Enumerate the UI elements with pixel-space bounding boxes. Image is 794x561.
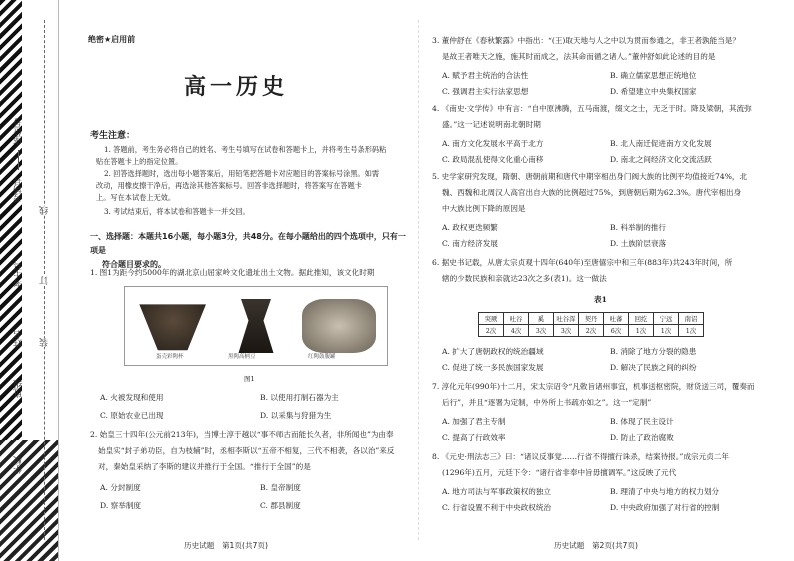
school-label: 学校 <box>14 456 24 474</box>
option-d[interactable]: D. 防止了政治腐败 <box>610 433 674 442</box>
option-d[interactable]: C. 郡县制度 <box>260 501 301 510</box>
option-a[interactable]: A. 火被发现和使用 <box>100 393 164 402</box>
option-d[interactable]: D. 中央政府加强了对行省的控制 <box>610 503 720 512</box>
binding-char-xian: 线 <box>40 206 50 215</box>
option-b[interactable]: B. 皇帝制度 <box>260 483 301 492</box>
question-7-line: 后行”，并且“逐署为定制，中外所上书疏亦如之”。这一“定制” <box>442 398 652 407</box>
option-b[interactable]: B. 科举制的推行 <box>610 223 666 232</box>
option-a[interactable]: A. 扩大了唐朝政权的统治疆域 <box>442 347 544 356</box>
table-cell: 突厥 <box>479 313 504 325</box>
binding-char-zhuang: 装 <box>40 338 50 347</box>
notice-line: 1. 答题前，考生务必将自己的姓名、考生号填写在试卷和答题卡上，并将考生号条形码粘 <box>104 145 387 154</box>
exam-room-label: 考场号 <box>14 176 24 203</box>
option-c[interactable]: C. 强调君主实行法家思想 <box>442 87 529 96</box>
page-divider <box>418 20 419 540</box>
table-cell: 2次 <box>579 325 604 337</box>
page-footer: 历史试题 第1页(共7页) <box>184 541 268 550</box>
table-cell: 1次 <box>679 325 704 337</box>
notice-heading: 考生注意： <box>90 131 136 141</box>
option-b[interactable]: B. 理清了中央与地方的权力划分 <box>610 487 720 496</box>
binding-char-ding: 订 <box>40 276 50 285</box>
table-cell: 奚 <box>529 313 554 325</box>
table-cell: 回纥 <box>629 313 654 325</box>
option-c[interactable]: C. 南方经济发展 <box>442 239 498 248</box>
question-7-line: 7. 淳化元年(990年)十二月，宋太宗诏令“凡敕旨诸州事宜，机事送枢密院，财货送三司，覆奏而 <box>432 382 755 391</box>
option-a[interactable]: A. 政权更迭频繁 <box>442 223 498 232</box>
page-footer: 历史试题 第2页(共7页) <box>554 541 638 550</box>
notice-line: 3. 考试结束后，将本试卷和答题卡一并交回。 <box>104 207 250 216</box>
question-3-line: 是故王者唯天之施，施其时而成之，法其命而循之诸人。”董仲舒如此论述的目的是 <box>442 52 716 61</box>
question-5-line: 5. 史学家研究发现，隋朝、唐朝前期和唐代中期宰相出身门阀大族的比例平均值接近74%，北 <box>432 172 748 181</box>
question-3-line: 3. 董仲舒在《春秋繁露》中指出：“(王)取天地与人之中以为贯而参通之，非王者孰能当是？ <box>432 36 741 45</box>
section-heading-line: 一、选择题：本题共16小题，每小题3分，共48分。在每小题给出的四个选项中，只有一项是 <box>90 232 406 255</box>
sidebar-stripes-bottom <box>0 440 58 561</box>
section-heading-line: 符合题目要求的。 <box>102 260 166 269</box>
binding-sidebar <box>0 0 59 561</box>
question-8-line: 8. 《元史·刑法志三》曰：“诸议反事觉……行省不得擅行诛杀，结案待报。”成宗元贞二年 <box>432 452 730 461</box>
eggshell-cup-image <box>136 299 210 353</box>
question-5-line: 中大族比例下降的原因是 <box>442 204 526 213</box>
red-pottery-jar-image <box>302 299 376 353</box>
page-1 <box>60 0 412 561</box>
question-2-line: 2. 始皇三十四年(公元前213年)，当博士淳于越以“事不师古而能长久者，非所闻也”为由奉 <box>90 430 394 439</box>
question-4-line: 4. 《南史·文学传》中有言：“自中原沸腾，五马南渡，缀文之士，无乏于时。降及梁朝，其流弥 <box>432 104 752 113</box>
table-cell: 吐蕃 <box>604 313 629 325</box>
notice-line: 改动，用橡皮擦干净后，再选涂其他答案标号。回答非选择题时，将答案写在答题卡 <box>96 181 362 190</box>
option-a[interactable]: A. 地方司法与军事政策权的独立 <box>442 487 552 496</box>
option-b[interactable]: B. 确立儒家思想正统地位 <box>610 71 697 80</box>
notice-line: 贴在答题卡上的指定位置。 <box>96 157 183 166</box>
option-b[interactable]: B. 体现了民主设计 <box>610 417 674 426</box>
name-label: 姓名 <box>14 330 24 348</box>
option-d[interactable]: D. 解决了民族之间的纠纷 <box>610 363 697 372</box>
option-d[interactable]: D. 南北之间经济文化交流活跃 <box>610 155 712 164</box>
black-pottery-dou-image <box>231 299 281 353</box>
notice-line: 2. 回答选择题时，选出每小题答案后，用铅笔把答题卡对应题目的答案标号涂黑。如需 <box>104 169 380 178</box>
notice-line: 上。写在本试卷上无效。 <box>96 193 176 202</box>
option-a[interactable]: A. 分封制度 <box>100 483 141 492</box>
option-d[interactable]: D. 以采集与狩猎为生 <box>260 411 332 420</box>
question-6-line: 辖的少数民族和亲就达23次之多(表1)。这一做法 <box>442 274 607 283</box>
table-cell: 吐谷 <box>504 313 529 325</box>
option-a[interactable]: A. 加强了君主专制 <box>442 417 506 426</box>
figure-label: 图1 <box>244 375 255 383</box>
option-c[interactable]: C. 提高了行政效率 <box>442 433 506 442</box>
table-cell: 3次 <box>529 325 554 337</box>
table-header-row <box>479 313 704 325</box>
photo-caption: 蛋壳彩陶杯 <box>156 354 184 360</box>
option-c[interactable]: C. 行省设置不利于中央政权统治 <box>442 503 552 512</box>
option-d[interactable]: D. 希望建立中央集权国家 <box>610 87 697 96</box>
table-cell: 南诏 <box>679 313 704 325</box>
seat-number-label: 座位号 <box>14 118 24 145</box>
option-c[interactable]: C. 政局混乱使得文化重心南移 <box>442 155 544 164</box>
table-cell: 6次 <box>604 325 629 337</box>
option-b[interactable]: B. 消除了地方分裂的隐患 <box>610 347 697 356</box>
table-cell: 2次 <box>479 325 504 337</box>
table-cell: 契丹 <box>579 313 604 325</box>
option-c[interactable]: D. 察举制度 <box>100 501 142 510</box>
table-cell: 4次 <box>504 325 529 337</box>
option-c[interactable]: C. 原始农业已出现 <box>100 411 164 420</box>
exam-title: 高一历史 <box>183 75 288 100</box>
question-1: 1. 图1为距今约5000年的湖北京山屈家岭文化遗址出土文物。据此推知，该文化时期 <box>90 268 375 277</box>
table-row <box>479 325 704 337</box>
photo-caption: 黑陶高柄豆 <box>228 354 256 360</box>
question-8-line: (1296年)五月，元廷下令：“诸行省非奉中旨毋擅调军。”这反映了元代 <box>442 468 677 477</box>
question-2-line: 始皇实“封子弟功臣，自为枝辅”时，丞相李斯以“五帝不相复，三代不相袭，各以治”来反 <box>98 446 395 455</box>
table-cell: 1次 <box>654 325 679 337</box>
question-4-line: 盛。”这一记述说明南北朝时期 <box>442 120 541 129</box>
option-a[interactable]: A. 赋予君主统治的合法性 <box>442 71 529 80</box>
table-cell: 吐谷浑 <box>554 313 579 325</box>
question-2-line: 对，秦始皇采纳了李斯的建议并推行于全国。“推行于全国”的是 <box>98 462 311 471</box>
page-2 <box>426 0 786 561</box>
option-b[interactable]: B. 北人南迁促进南方文化发展 <box>610 139 712 148</box>
option-b[interactable]: B. 以使用打制石器为主 <box>260 393 339 402</box>
photo-caption: 红陶鼓腹罐 <box>308 354 336 360</box>
sidebar-line <box>18 150 19 170</box>
option-a[interactable]: A. 南方文化发展水平高于北方 <box>442 139 544 148</box>
class-label: 班级 <box>14 380 24 398</box>
table-cell: 宁远 <box>654 313 679 325</box>
table-cell: 1次 <box>629 325 654 337</box>
table-caption: 表1 <box>594 295 607 304</box>
table-cell: 3次 <box>554 325 579 337</box>
option-d[interactable]: D. 土族阶层衰落 <box>610 239 667 248</box>
confidential-mark: 绝密★启用前 <box>88 35 136 44</box>
marriage-table <box>478 312 704 337</box>
option-c[interactable]: C. 促进了统一多民族国家发展 <box>442 363 544 372</box>
question-5-line: 魏、西魏和北周汉人高官出自大族的比例超过75%，到唐朝后期为62.3%。唐代宰相出身 <box>442 188 742 197</box>
question-6-line: 6. 据史书记载，从唐太宗贞观十四年(640年)至唐僖宗中和三年(883年)共243年时间，所 <box>432 258 733 267</box>
candidate-number-label: 考生号 <box>14 260 24 287</box>
